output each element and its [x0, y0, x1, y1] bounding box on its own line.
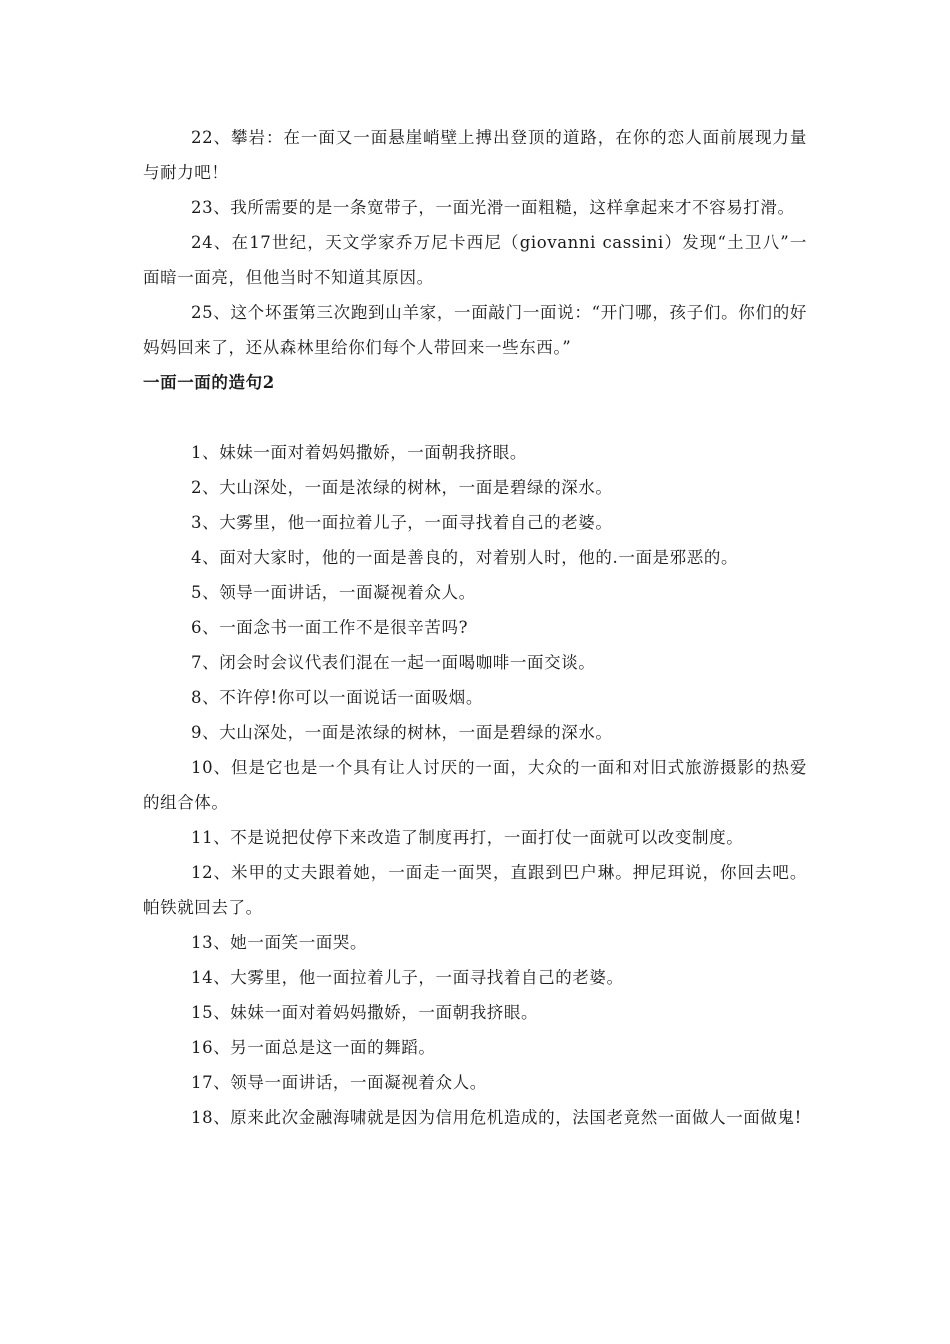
sentence-15: 15、妹妹一面对着妈妈撒娇，一面朝我挤眼。 — [191, 1003, 539, 1022]
sentence-3: 3、大雾里，他一面拉着儿子，一面寻找着自己的老婆。 — [191, 513, 613, 532]
sentence-12: 12、米甲的丈夫跟着她，一面走一面哭，直跟到巴户琳。押尼珥说，你回去吧。帕铁就回去了。 — [143, 863, 807, 917]
sentence-5: 5、领导一面讲话，一面凝视着众人。 — [191, 583, 476, 602]
sentence-4: 4、面对大家时，他的一面是善良的，对着别人时，他的.一面是邪恶的。 — [191, 548, 739, 567]
section-heading: 一面一面的造句2 — [143, 373, 275, 392]
sentence-8: 8、不许停!你可以一面说话一面吸烟。 — [191, 688, 483, 707]
section-sentences-2 — [143, 435, 807, 1135]
document-page — [143, 120, 807, 1135]
sentence-6: 6、一面念书一面工作不是很辛苦吗? — [191, 618, 469, 637]
sentence-13: 13、她一面笑一面哭。 — [191, 933, 368, 952]
sentence-23: 23、我所需要的是一条宽带子，一面光滑一面粗糙，这样拿起来才不容易打滑。 — [191, 198, 795, 217]
sentence-7: 7、闭会时会议代表们混在一起一面喝咖啡一面交谈。 — [191, 653, 596, 672]
sentence-10: 10、但是它也是一个具有让人讨厌的一面，大众的一面和对旧式旅游摄影的热爱的组合体。 — [143, 758, 807, 812]
section-continued — [143, 120, 807, 365]
sentence-11: 11、不是说把仗停下来改造了制度再打，一面打仗一面就可以改变制度。 — [191, 828, 744, 847]
sentence-17: 17、领导一面讲话，一面凝视着众人。 — [191, 1073, 487, 1092]
sentence-2: 2、大山深处，一面是浓绿的树林，一面是碧绿的深水。 — [191, 478, 613, 497]
sentence-24: 24、在17世纪，天文学家乔万尼卡西尼（giovanni cassini）发现“土卫八”一面暗一面亮，但他当时不知道其原因。 — [143, 233, 807, 287]
sentence-9: 9、大山深处，一面是浓绿的树林，一面是碧绿的深水。 — [191, 723, 613, 742]
sentence-18: 18、原来此次金融海啸就是因为信用危机造成的，法国老竟然一面做人一面做鬼! — [191, 1108, 802, 1127]
sentence-16: 16、另一面总是这一面的舞蹈。 — [191, 1038, 436, 1057]
sentence-1: 1、妹妹一面对着妈妈撒娇，一面朝我挤眼。 — [191, 443, 527, 462]
sentence-14: 14、大雾里，他一面拉着儿子，一面寻找着自己的老婆。 — [191, 968, 624, 987]
sentence-22: 22、攀岩：在一面又一面悬崖峭壁上搏出登顶的道路，在你的恋人面前展现力量与耐力吧！ — [143, 128, 807, 182]
sentence-25: 25、这个坏蛋第三次跑到山羊家，一面敲门一面说：“开门哪，孩子们。你们的好妈妈回来了，还从森林里给你们每个人带回来一些东西。” — [143, 303, 807, 357]
